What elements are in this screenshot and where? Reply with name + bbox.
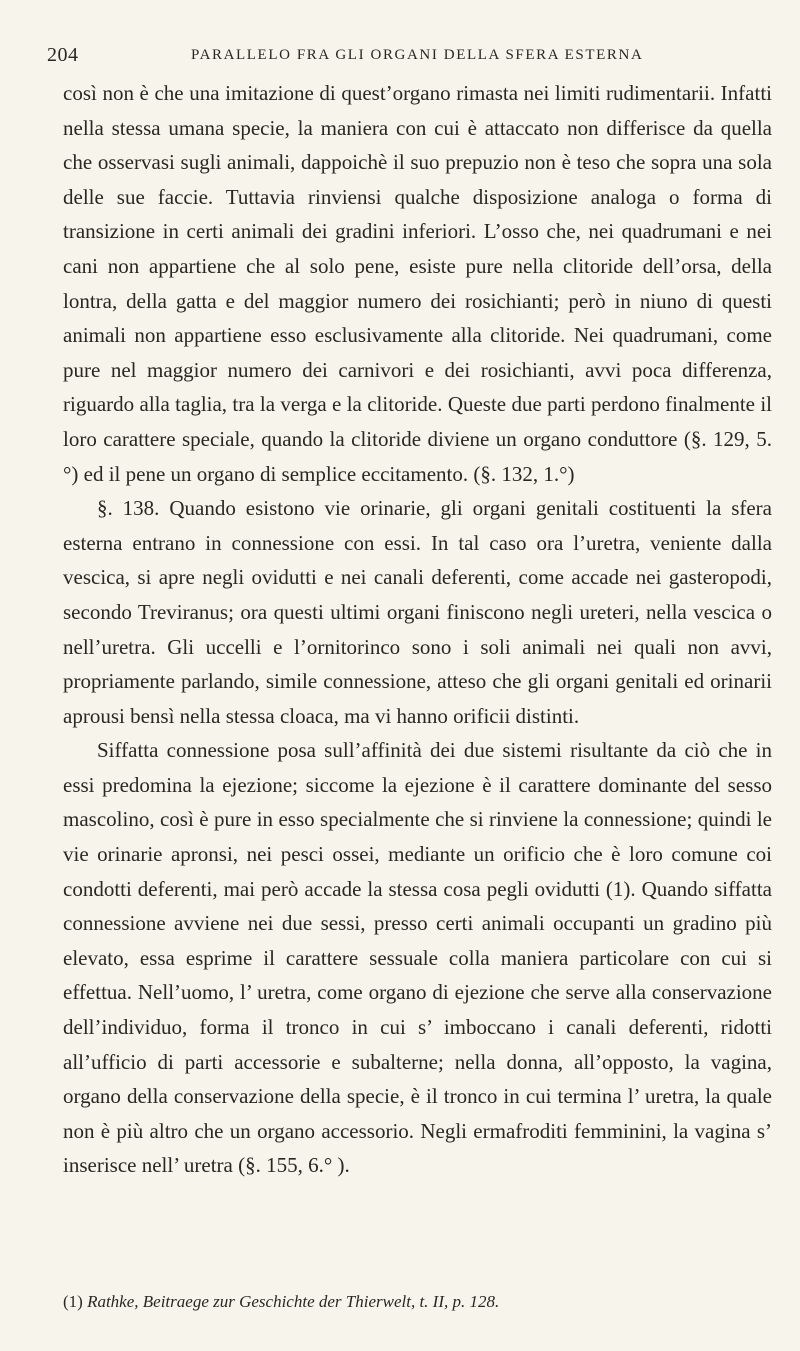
page-header	[47, 44, 772, 68]
paragraph-section-138: §. 138. Quando esistono vie orinarie, gli organi genitali costituenti la sfera esterna entrano in connessione con essi. In tal caso ora l’uretra, veniente dalla vescica, si apre negli ovidutti e nei canali deferenti, come accade nei gasteropodi, secondo Treviranus; ora questi ultimi organi finiscono negli ureteri, nella vescica o nell’uretra. Gli uccelli e l’ornitorinco sono i soli animali nei quali non avvi, propriamente parlando, simile connessione, atteso che gli organi genitali ed orinarii aprousi bensì nella stessa cloaca, ma vi hanno orificii distinti.	[63, 496, 772, 728]
body-text	[63, 76, 772, 1183]
footnote-marker: (1)	[63, 1292, 83, 1311]
running-head: PARALLELO FRA GLI ORGANI DELLA SFERA ESTERNA	[191, 47, 644, 63]
page-number: 204	[47, 44, 79, 66]
paragraph-connection: Siffatta connessione posa sull’affinità dei due sistemi risultante da ciò che in essi predomina la ejezione; siccome la ejezione è il carattere dominante del sesso mascolino, così è pure in esso specialmente che si rinviene la connessione; quindi le vie orinarie apronsi, nei pesci ossei, mediante un orificio che è loro comune coi condotti deferenti, mai però accade la stessa cosa pegli ovidutti (1). Quando siffatta connessione avviene nei due sessi, presso certi animali occupanti un gradino più elevato, essa esprime il carattere sessuale colla maniera particolare con cui si effettua. Nell’uomo, l’ uretra, come organo di ejezione che serve alla conservazione dell’individuo, forma il tronco in cui s’ imboccano i canali deferenti, ridotti all’ufficio di parti accessorie e subalterne; nella donna, all’opposto, la vagina, organo della conservazione della specie, è il tronco in cui termina l’ uretra, la quale non è più altro che un organo accessorio. Negli ermafroditi femminini, la vagina s’ inserisce nell’ uretra (§. 155, 6.° ).	[63, 738, 772, 1178]
footnote-citation: Rathke, Beitraege zur Geschichte der Thierwelt, t. II, p. 128.	[87, 1292, 500, 1311]
paragraph-continued: così non è che una imitazione di quest’organo rimasta nei limiti rudimentarii. Infatti nella stessa umana specie, la maniera con cui è attaccato non differisce da quella che osservasi sugli animali, dappoichè il suo prepuzio non è teso che sopra una sola delle sue faccie. Tuttavia rinviensi qualche disposizione analoga o forma di transizione in certi animali dei gradini inferiori. L’osso che, nei quadrumani e nei cani non appartiene che al solo pene, esiste pure nella clitoride dell’orsa, della lontra, della gatta e del maggior numero dei rosichianti; però in niuno di questi animali non appartiene esso esclusivamente alla clitoride. Nei quadrumani, come pure nel maggior numero dei carnivori e dei rosichianti, avvi poca differenza, riguardo alla taglia, tra la verga e la clitoride. Queste due parti perdono finalmente il loro carattere speciale, quando la clitoride diviene un organo conduttore (§. 129, 5.°) ed il pene un organo di semplice eccitamento. (§. 132, 1.°)	[63, 81, 772, 486]
footnote	[63, 1290, 772, 1314]
